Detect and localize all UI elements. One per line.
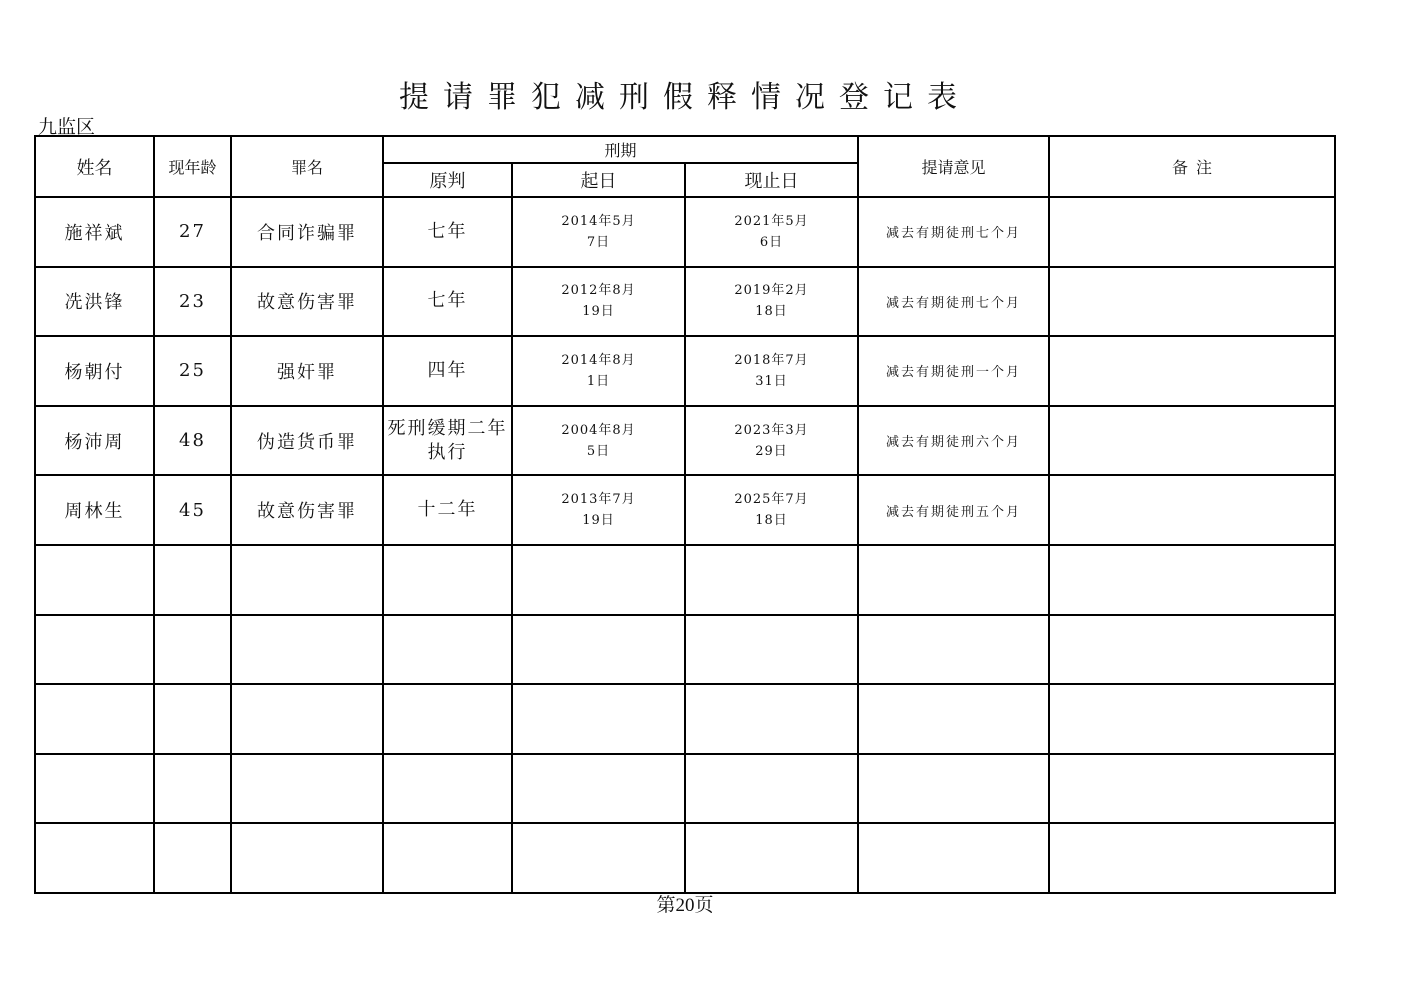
cell-name: 施祥斌 (35, 197, 154, 267)
header-start-date: 起日 (512, 163, 685, 197)
table-row (35, 475, 1335, 545)
cell-original-sentence (383, 336, 512, 406)
cell-opinion: 减去有期徒刑一个月 (858, 336, 1049, 406)
cell-crime: 故意伤害罪 (231, 267, 383, 337)
empty-cell (1049, 545, 1335, 615)
start-date-line1: 2012年8月 (561, 283, 636, 299)
empty-cell (685, 684, 858, 754)
cell-crime: 强奸罪 (231, 336, 383, 406)
start-date-line2: 7日 (586, 234, 611, 250)
cell-remarks (1049, 197, 1335, 267)
original-sentence-text: 七年 (427, 220, 468, 242)
empty-cell (858, 754, 1049, 824)
cell-opinion: 减去有期徒刑七个月 (858, 267, 1049, 337)
table-row (35, 336, 1335, 406)
cell-start-date (512, 197, 685, 267)
cell-name: 周林生 (35, 475, 154, 545)
cell-remarks (1049, 336, 1335, 406)
empty-cell (35, 615, 154, 685)
cell-original-sentence (383, 475, 512, 545)
cell-start-date (512, 336, 685, 406)
cell-name: 杨沛周 (35, 406, 154, 476)
cell-end-date (685, 197, 858, 267)
table-row (35, 267, 1335, 337)
cell-opinion: 减去有期徒刑五个月 (858, 475, 1049, 545)
page-title: 提请罪犯减刑假释情况登记表 (399, 80, 971, 115)
cell-remarks (1049, 267, 1335, 337)
prison-area-label: 九监区 (38, 117, 96, 138)
cell-start-date (512, 267, 685, 337)
empty-cell (154, 823, 231, 893)
empty-cell (154, 754, 231, 824)
empty-cell (858, 615, 1049, 685)
original-sentence-text: 四年 (427, 359, 468, 381)
empty-cell (685, 823, 858, 893)
empty-table-row (35, 754, 1335, 824)
empty-cell (858, 823, 1049, 893)
cell-start-date (512, 475, 685, 545)
end-date-line1: 2021年5月 (734, 213, 809, 229)
empty-cell (383, 615, 512, 685)
cell-end-date (685, 336, 858, 406)
end-date-line1: 2018年7月 (734, 352, 809, 368)
end-date-line2: 31日 (755, 373, 788, 389)
cell-crime: 合同诈骗罪 (231, 197, 383, 267)
empty-cell (35, 684, 154, 754)
empty-cell (154, 684, 231, 754)
end-date-line1: 2019年2月 (734, 283, 809, 299)
empty-cell (154, 615, 231, 685)
empty-cell (512, 684, 685, 754)
end-date-line2: 6日 (759, 234, 784, 250)
original-sentence-text: 死刑缓期二年执行 (387, 417, 508, 463)
cell-age: 27 (154, 197, 231, 267)
empty-table-row (35, 684, 1335, 754)
cell-name: 杨朝付 (35, 336, 154, 406)
table-row (35, 406, 1335, 476)
empty-cell (685, 754, 858, 824)
start-date-line2: 1日 (586, 373, 611, 389)
empty-cell (35, 545, 154, 615)
end-date-line1: 2025年7月 (734, 492, 809, 508)
empty-cell (231, 545, 383, 615)
table-row (35, 197, 1335, 267)
cell-age: 23 (154, 267, 231, 337)
empty-table-row (35, 615, 1335, 685)
header-original-sentence: 原判 (383, 163, 512, 197)
empty-cell (858, 545, 1049, 615)
cell-age: 25 (154, 336, 231, 406)
empty-cell (383, 684, 512, 754)
cell-age: 48 (154, 406, 231, 476)
empty-table-row (35, 545, 1335, 615)
cell-end-date (685, 406, 858, 476)
header-remarks: 备 注 (1049, 136, 1335, 197)
cell-age: 45 (154, 475, 231, 545)
start-date-line1: 2014年5月 (561, 213, 636, 229)
empty-cell (512, 823, 685, 893)
empty-cell (512, 615, 685, 685)
cell-original-sentence (383, 267, 512, 337)
cell-end-date (685, 267, 858, 337)
cell-name: 冼洪锋 (35, 267, 154, 337)
empty-cell (154, 545, 231, 615)
empty-table-row (35, 823, 1335, 893)
original-sentence-text: 七年 (427, 290, 468, 312)
page-number: 第20页 (656, 895, 714, 916)
header-name: 姓名 (35, 136, 154, 197)
cell-start-date (512, 406, 685, 476)
empty-cell (512, 545, 685, 615)
cell-remarks (1049, 475, 1335, 545)
registration-table (34, 135, 1336, 894)
header-opinion: 提请意见 (858, 136, 1049, 197)
empty-cell (35, 754, 154, 824)
header-crime: 罪名 (231, 136, 383, 197)
empty-cell (1049, 684, 1335, 754)
cell-opinion: 减去有期徒刑六个月 (858, 406, 1049, 476)
empty-cell (685, 615, 858, 685)
cell-original-sentence (383, 197, 512, 267)
header-age: 现年龄 (154, 136, 231, 197)
cell-original-sentence (383, 406, 512, 476)
start-date-line2: 19日 (582, 304, 615, 320)
start-date-line1: 2004年8月 (561, 422, 636, 438)
header-end-date: 现止日 (685, 163, 858, 197)
empty-cell (1049, 754, 1335, 824)
empty-cell (231, 823, 383, 893)
empty-cell (383, 823, 512, 893)
cell-opinion: 减去有期徒刑七个月 (858, 197, 1049, 267)
cell-crime: 故意伤害罪 (231, 475, 383, 545)
empty-cell (1049, 823, 1335, 893)
empty-cell (512, 754, 685, 824)
end-date-line1: 2023年3月 (734, 422, 809, 438)
end-date-line2: 18日 (755, 304, 788, 320)
empty-cell (685, 545, 858, 615)
cell-end-date (685, 475, 858, 545)
start-date-line2: 5日 (586, 443, 611, 459)
start-date-line2: 19日 (582, 513, 615, 529)
cell-remarks (1049, 406, 1335, 476)
start-date-line1: 2014年8月 (561, 352, 636, 368)
empty-cell (383, 545, 512, 615)
empty-cell (383, 754, 512, 824)
empty-cell (1049, 615, 1335, 685)
empty-cell (231, 754, 383, 824)
original-sentence-text: 十二年 (417, 499, 478, 521)
empty-cell (35, 823, 154, 893)
empty-cell (231, 615, 383, 685)
start-date-line1: 2013年7月 (561, 492, 636, 508)
empty-cell (858, 684, 1049, 754)
header-term: 刑期 (383, 136, 858, 163)
end-date-line2: 18日 (755, 513, 788, 529)
end-date-line2: 29日 (755, 443, 788, 459)
cell-crime: 伪造货币罪 (231, 406, 383, 476)
empty-cell (231, 684, 383, 754)
